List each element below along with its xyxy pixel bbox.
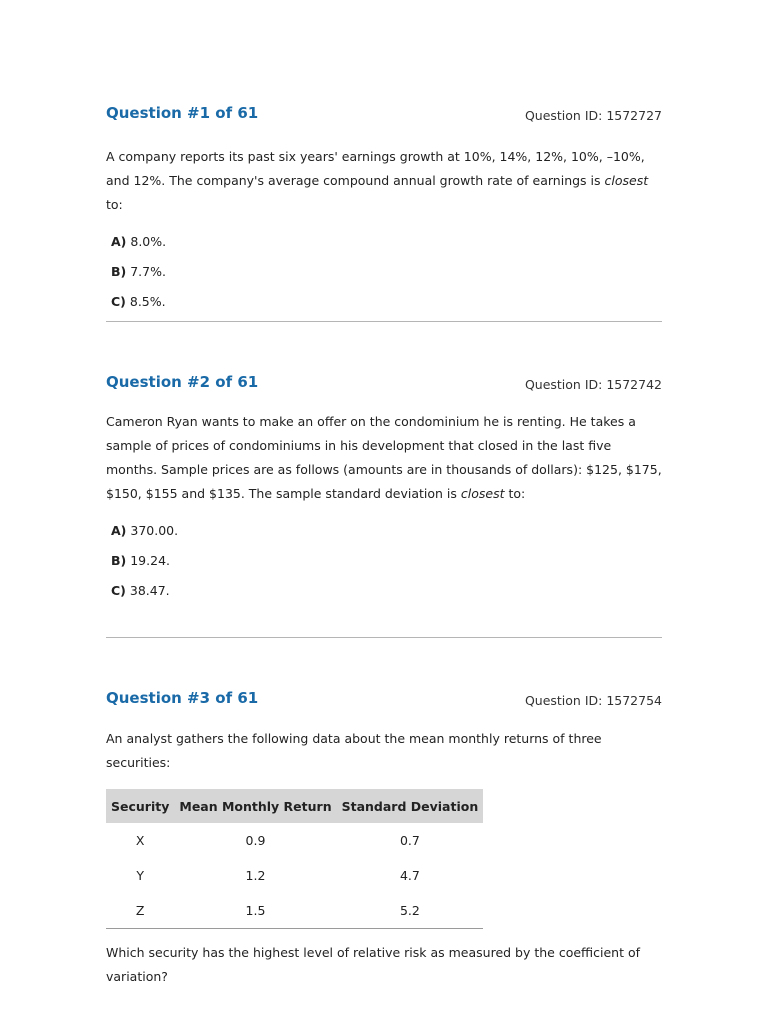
option-letter: A) (111, 234, 127, 249)
option-text: 19.24. (130, 553, 170, 568)
table-cell: 1.2 (245, 868, 266, 883)
question-text (106, 145, 662, 217)
option-letter: C) (111, 583, 126, 598)
question-text-emphasis: closest (604, 173, 649, 188)
question-text-main: Cameron Ryan wants to make an offer on the condominium he is renting. He takes a sample of prices of condominiums in his development that closed in the last five months. Sample prices are as follows (amounts are in thousands of dollars): $125, $175, $150, $155 and $135. The sample standard deviation is (106, 414, 662, 501)
table-row (106, 893, 483, 929)
table-cell: 0.9 (245, 833, 266, 848)
option-letter: C) (111, 294, 126, 309)
column-header-standard-deviation: Standard Deviation (337, 789, 484, 823)
question-title: Question #2 of 61 (106, 373, 259, 391)
answer-options (106, 227, 662, 317)
table-cell: 5.2 (337, 893, 484, 929)
option-c[interactable] (106, 576, 662, 606)
question-header (106, 689, 662, 713)
question-text-main: A company reports its past six years' earnings growth at 10%, 14%, 12%, 10%, –10%, and 12%. The company's average compound annual growth rate of earnings is (106, 149, 645, 188)
option-text: 370.00. (130, 523, 179, 538)
column-header-mean-monthly-return: Mean Monthly Return (174, 789, 336, 823)
question-followup: Which security has the highest level of relative risk as measured by the coefficient of variation? (106, 945, 641, 984)
table-cell: 4.7 (399, 868, 420, 883)
option-c[interactable] (106, 287, 662, 317)
table-header-row (106, 789, 483, 823)
option-text: 7.7%. (130, 264, 166, 279)
option-text: 8.5%. (129, 294, 166, 309)
column-header-security: Security (106, 789, 174, 823)
option-a[interactable] (106, 227, 662, 257)
answer-options (106, 516, 662, 606)
question-2 (106, 373, 662, 606)
question-intro: An analyst gathers the following data about the mean monthly returns of three securities: (106, 731, 602, 770)
question-divider (106, 637, 662, 638)
option-letter: A) (111, 523, 127, 538)
question-title: Question #3 of 61 (106, 689, 259, 707)
question-id: Question ID: 1572727 (524, 108, 662, 123)
question-text (106, 410, 662, 506)
question-title: Question #1 of 61 (106, 104, 259, 122)
option-letter: B) (111, 553, 127, 568)
table-cell: X (135, 833, 145, 848)
question-1 (106, 104, 662, 317)
option-b[interactable] (106, 257, 662, 287)
option-text: 38.47. (129, 583, 170, 598)
securities-table (106, 789, 483, 929)
question-divider (106, 321, 662, 322)
question-3 (106, 689, 662, 989)
table-cell: Z (106, 893, 174, 929)
question-id: Question ID: 1572754 (524, 693, 662, 708)
table-cell: 1.5 (174, 893, 336, 929)
question-text-end: to: (106, 197, 123, 212)
table-row (106, 858, 483, 893)
option-text: 8.0%. (130, 234, 167, 249)
table-cell: Y (136, 868, 144, 883)
question-header (106, 373, 662, 397)
question-id: Question ID: 1572742 (524, 377, 662, 392)
table-cell: 0.7 (399, 833, 420, 848)
question-header (106, 104, 662, 128)
option-a[interactable] (106, 516, 662, 546)
question-text-emphasis: closest (460, 486, 505, 501)
table-row (106, 823, 483, 858)
option-letter: B) (111, 264, 127, 279)
option-b[interactable] (106, 546, 662, 576)
question-text-end: to: (504, 486, 526, 501)
